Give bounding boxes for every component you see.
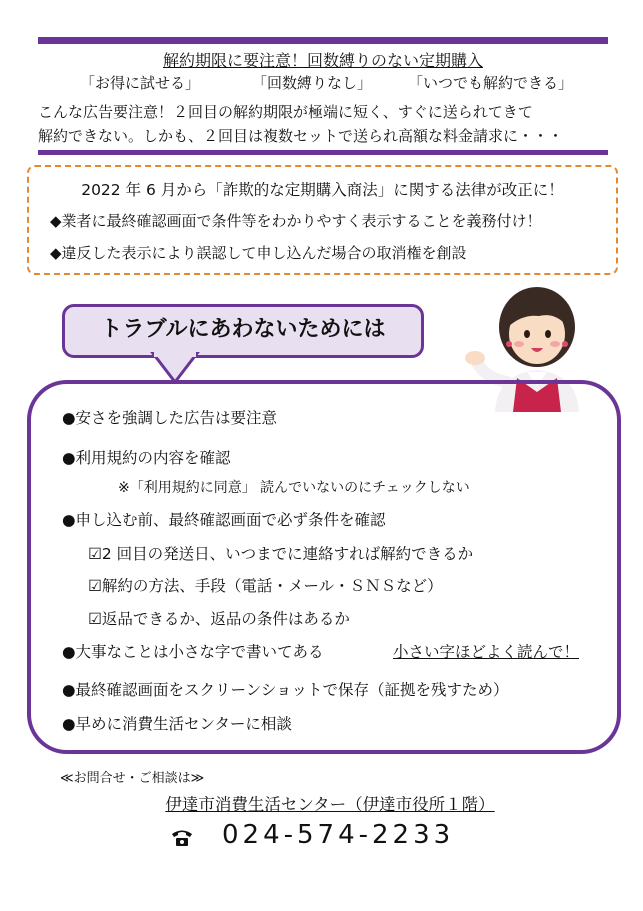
law-item: ◆違反した表示により誤認して申し込んだ場合の取消権を創設 [50,244,467,262]
ad-phrase: 「回数縛りなし」 [252,74,373,92]
tip-item: ●申し込む前、最終確認画面で必ず条件を確認 [62,511,386,529]
law-title: 2022 年 6 月から「詐欺的な定期購入商法」に関する法律が改正に！ [81,181,564,199]
ad-phrase: 「いつでも解約できる」 [408,74,574,92]
law-item: ◆業者に最終確認画面で条件等をわかりやすく表示することを義務付け！ [50,212,542,230]
warning-title: 解約期限に要注意！回数縛りのない定期購入 [162,51,483,70]
warning-body [38,100,613,148]
tip-item: ●早めに消費生活センターに相談 [62,715,292,733]
check-item: ☑2 回目の発送日、いつまでに連絡すれば解約できるか [88,545,474,563]
warning-line: こんな広告要注意！２回目の解約期限が極端に短く、すぐに送られてきて [38,103,533,121]
check-item: ☑解約の方法、手段（電話・メール・ＳＮＳなど） [88,577,443,595]
small-print-emphasis: 小さい字ほどよく読んで！ [393,643,580,661]
callout-heading: トラブルにあわないためには [100,317,386,342]
tip-item: ●大事なことは小さな字で書いてある [62,643,324,661]
consumer-center-name: 伊達市消費生活センター（伊達市役所１階） [165,795,495,814]
telephone-icon [170,828,194,848]
tip-item: ●最終確認画面をスクリーンショットで保存（証拠を残すため） [62,681,509,699]
top-divider [38,37,608,44]
contact-lead: ≪お問合せ・ご相談は≫ [60,771,205,786]
check-item: ☑返品できるか、返品の条件はあるか [88,610,350,628]
terms-note: ※「利用規約に同意」 読んでいないのにチェックしない [118,480,470,496]
ad-phrase: 「お得に試せる」 [80,74,201,92]
phone-number[interactable]: 024-574-2233 [222,820,455,850]
warning-line: 解約できない。しかも、２回目は複数セットで送られ高額な料金請求に・・・ [38,127,564,145]
tip-item: ●安さを強調した広告は要注意 [62,409,278,427]
section-divider [38,150,608,155]
tip-item: ●利用規約の内容を確認 [62,449,231,467]
